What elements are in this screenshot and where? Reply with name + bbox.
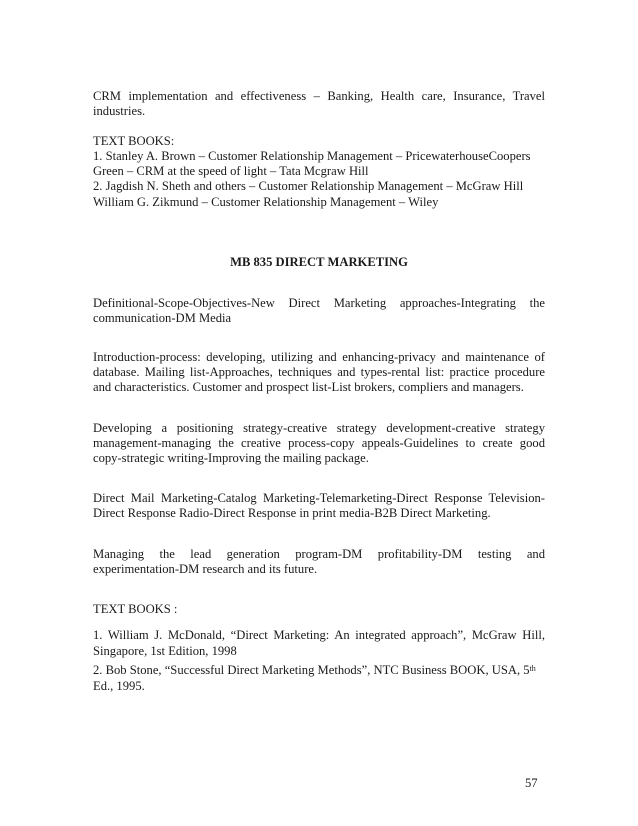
- course-book-2: [93, 662, 545, 694]
- course-paragraph: Introduction-process: developing, utilizing and enhancing-privacy and maintenance of database. Mailing list-Approaches, techniques and types-rental list: practice procedure and characteristics. Customer and prospect list-List brokers, compliers and managers.: [93, 350, 545, 395]
- course-paragraph: Managing the lead generation program-DM profitability-DM testing and experimentation-DM research and its future.: [93, 547, 545, 577]
- textbook-line: 2. Jagdish N. Sheth and others – Customer Relationship Management – McGraw Hill: [93, 179, 524, 194]
- course-title: MB 835 DIRECT MARKETING: [230, 255, 408, 269]
- textbook-line: 1. Stanley A. Brown – Customer Relationship Management – PricewaterhouseCoopers: [93, 149, 531, 163]
- course-book-2-tail: Ed., 1995.: [93, 679, 145, 693]
- course-paragraph: Direct Mail Marketing-Catalog Marketing-Telemarketing-Direct Response Television-Direct Response Radio-Direct Response in print media-B2B Direct Marketing.: [93, 491, 545, 521]
- course-textbooks-heading: TEXT BOOKS :: [93, 602, 178, 616]
- course-book-1: 1. William J. McDonald, “Direct Marketing: An integrated approach”, McGraw Hill, Singapore, 1st Edition, 1998: [93, 628, 545, 658]
- intro-paragraph: CRM implementation and effectiveness – Banking, Health care, Insurance, Travel industries.: [93, 89, 545, 119]
- course-book-2-line: [93, 662, 545, 678]
- course-book-2-text: 2. Bob Stone, “Successful Direct Marketing Methods”, NTC Business BOOK, USA, 5: [93, 663, 530, 677]
- textbook-line: William G. Zikmund – Customer Relationship Management – Wiley: [93, 194, 439, 209]
- page-number: 57: [525, 776, 538, 790]
- course-paragraph: Developing a positioning strategy-creative strategy development-creative strategy management-managing the creative process-copy appeals-Guidelines to create good copy-strategic writing-Improving the mailing package.: [93, 421, 545, 466]
- textbooks-heading: TEXT BOOKS:: [93, 134, 175, 148]
- edition-superscript: th: [529, 664, 536, 673]
- textbook-line: Green – CRM at the speed of light – Tata Mcgraw Hill: [93, 164, 369, 179]
- textbook-list: [93, 149, 545, 210]
- course-paragraph: Definitional-Scope-Objectives-New Direct Marketing approaches-Integrating the communication-DM Media: [93, 296, 545, 326]
